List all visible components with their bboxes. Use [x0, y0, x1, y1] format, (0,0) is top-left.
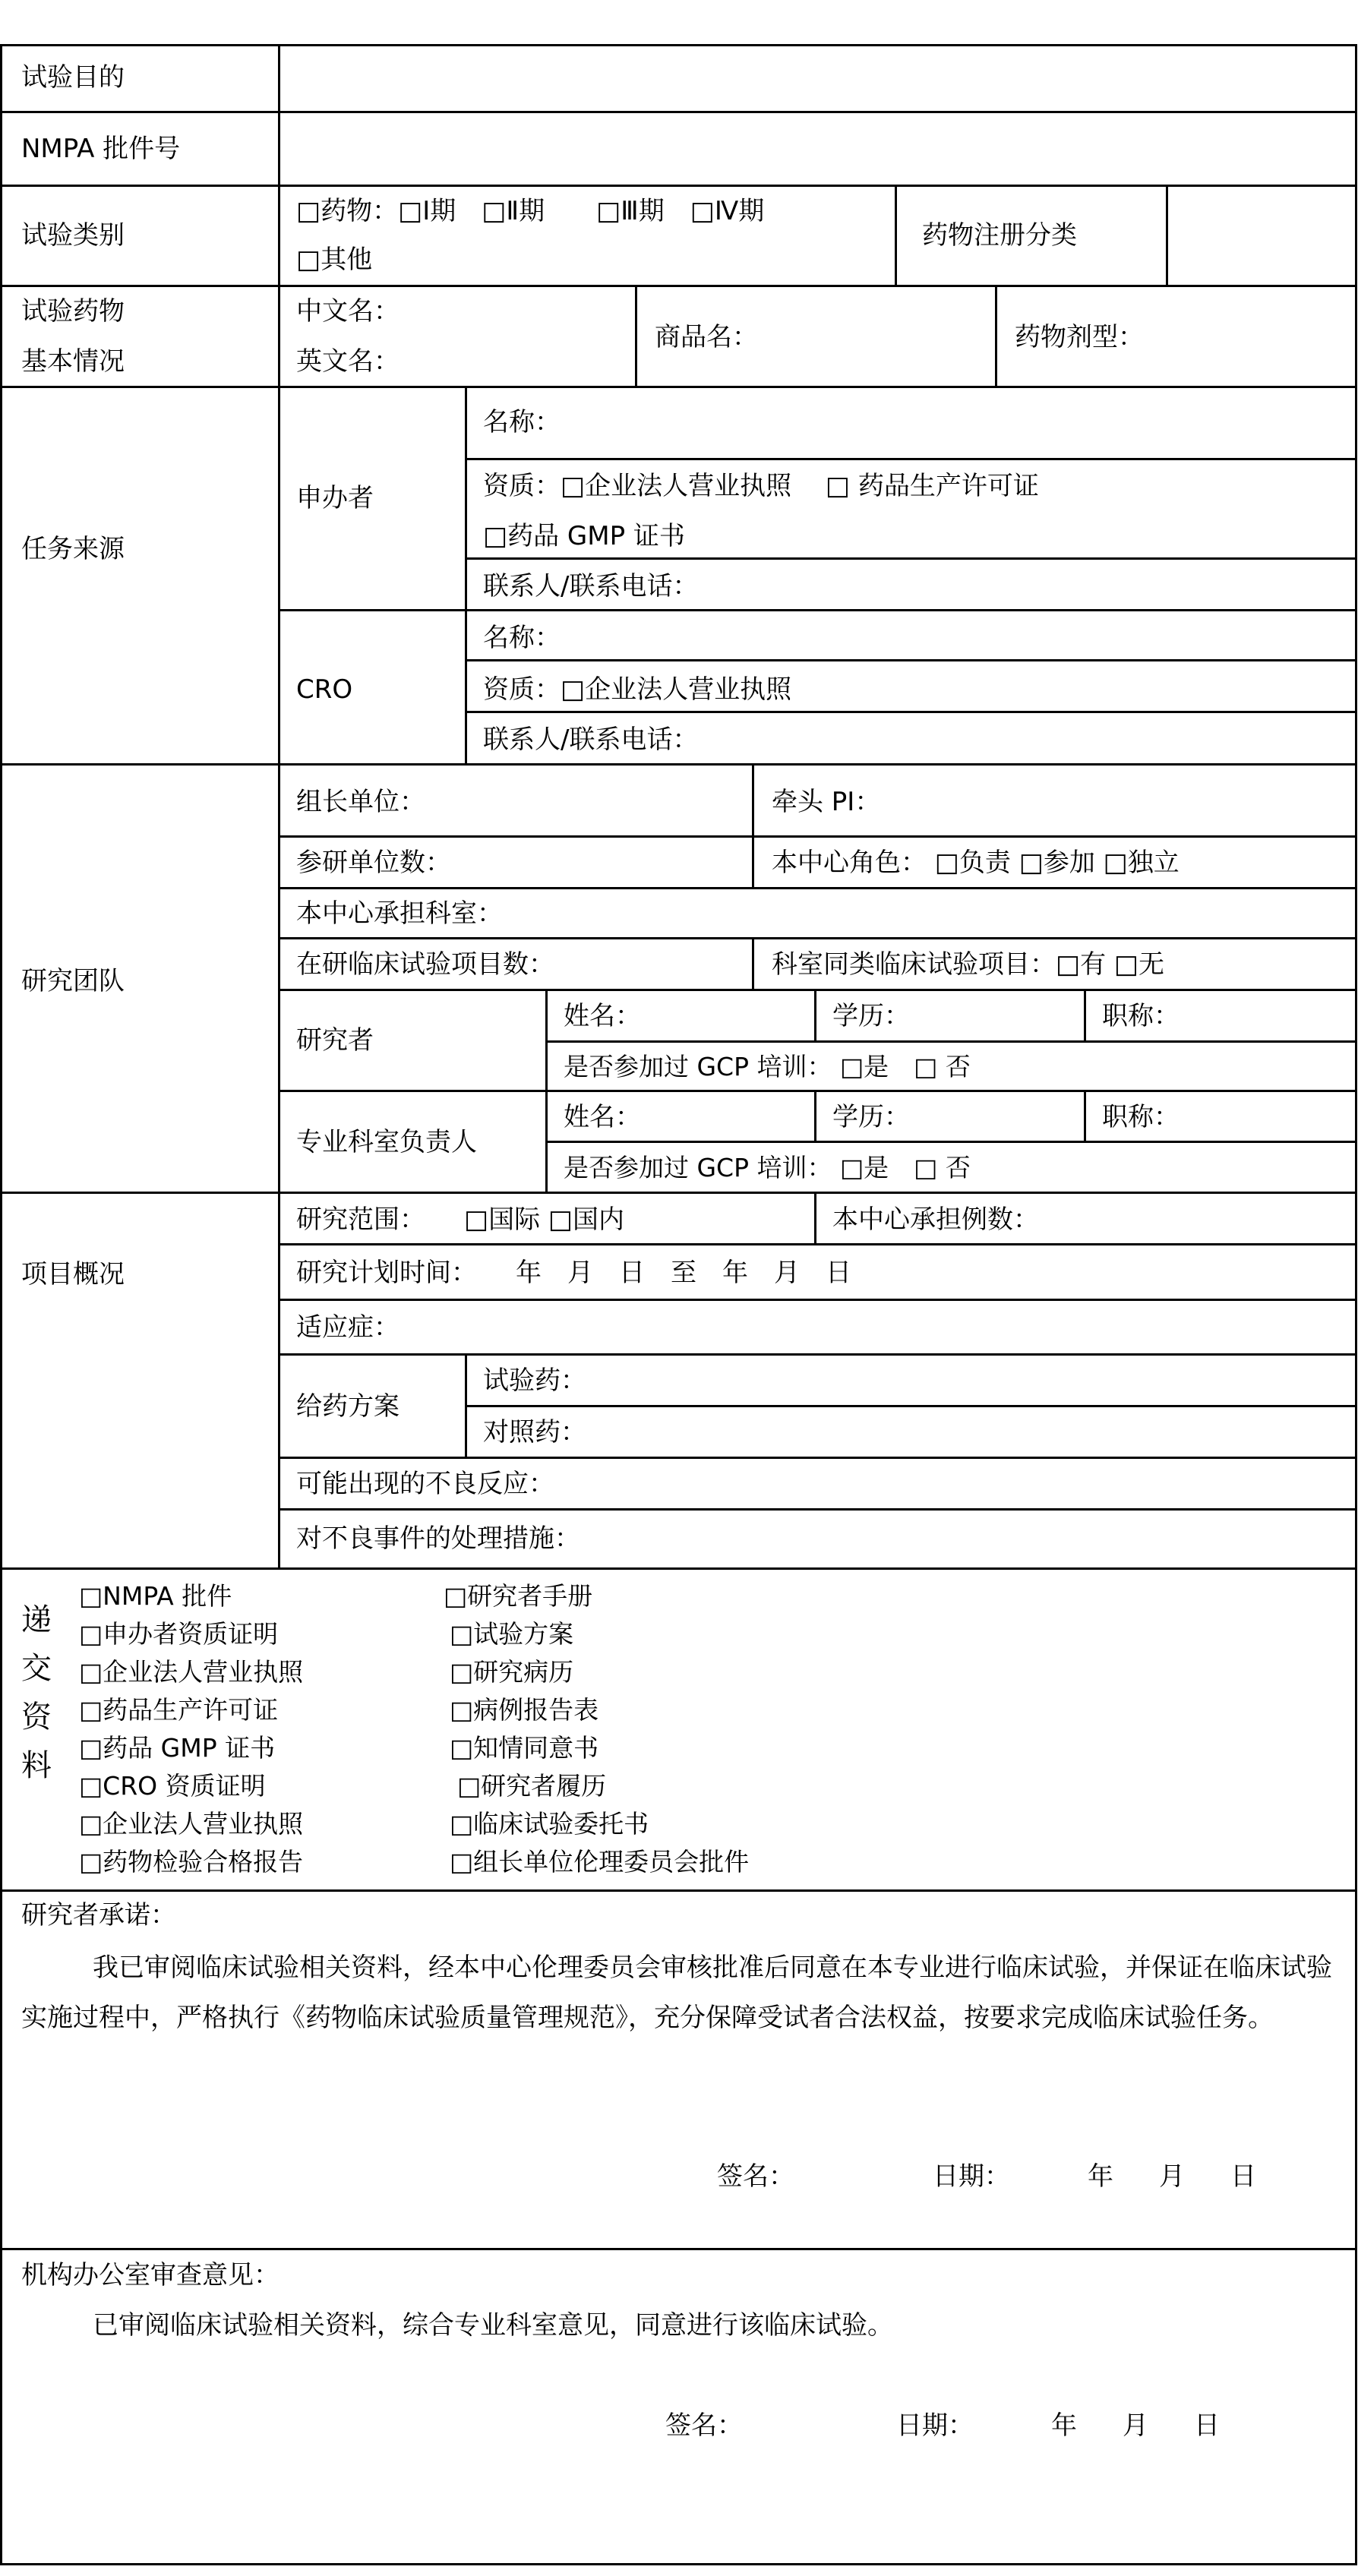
leader-unit-field: 组长单位：	[296, 787, 425, 817]
researcher-gcp-options[interactable]: 是否参加过 GCP 培训： □是 □ 否	[564, 1052, 971, 1081]
project-overview-label: 项目概况	[21, 1259, 125, 1290]
submission-label-char: 资	[21, 1700, 52, 1735]
date-month: 月	[1123, 2410, 1148, 2441]
cro-contact-field: 联系人/联系电话：	[483, 724, 699, 755]
adverse-event-measures-field: 对不良事件的处理措施：	[296, 1523, 580, 1554]
submission-item[interactable]: □NMPA 批件	[79, 1581, 232, 1611]
date-day: 日	[1230, 2161, 1256, 2192]
department-field: 本中心承担科室：	[296, 898, 503, 929]
research-plan-time: 研究计划时间： 年 月 日 至 年 月 日	[296, 1258, 851, 1288]
office-review-text: 已审阅临床试验相关资料，综合专业科室意见，同意进行该临床试验。	[93, 2310, 893, 2341]
sponsor-name-field: 名称：	[483, 407, 561, 437]
trade-name-field: 商品名：	[655, 322, 758, 352]
commitment-title: 研究者承诺：	[21, 1900, 176, 1930]
research-team-label: 研究团队	[21, 966, 125, 996]
submission-item[interactable]: □药品生产许可证	[79, 1695, 279, 1725]
commitment-text: 我已审阅临床试验相关资料，经本中心伦理委员会审核批准后同意在本专业进行临床试验，并保证在临床试验实施过程中，严格执行《药物临床试验质量管理规范》，充分保障受试者合法权益，按要求完成临床试验任务。	[21, 1953, 1332, 2033]
sponsor-label: 申办者	[296, 483, 374, 513]
submission-item[interactable]: □申办者资质证明	[79, 1619, 279, 1649]
english-name-field: 英文名：	[296, 346, 400, 377]
adverse-reactions-field: 可能出现的不良反应：	[296, 1469, 554, 1499]
unit-count-field: 参研单位数：	[296, 848, 451, 878]
submission-item[interactable]: □药品 GMP 证书	[79, 1733, 276, 1763]
researcher-label: 研究者	[296, 1025, 374, 1056]
researcher-title-field: 职称：	[1102, 1001, 1180, 1031]
sponsor-gmp-certificate[interactable]: □药品 GMP 证书	[483, 521, 685, 551]
chinese-name-field: 中文名：	[296, 296, 400, 327]
center-role-options[interactable]: 本中心角色： □负责 □参加 □独立	[772, 848, 1180, 878]
indication-field: 适应症：	[296, 1312, 400, 1343]
submission-item[interactable]: □CRO 资质证明	[79, 1771, 266, 1801]
researcher-education-field: 学历：	[832, 1001, 910, 1031]
date-day: 日	[1194, 2410, 1220, 2441]
case-count-field: 本中心承担例数：	[832, 1204, 1039, 1235]
cro-name-field: 名称：	[483, 623, 561, 653]
test-drug-field: 试验药：	[483, 1365, 586, 1396]
registration-class-label: 药物注册分类	[922, 220, 1077, 251]
drug-info-label-1: 试验药物	[21, 296, 125, 327]
nmpa-label: NMPA 批件号	[21, 134, 181, 164]
signature-label: 签名：	[665, 2410, 743, 2441]
purpose-label: 试验目的	[21, 62, 125, 93]
research-scope-options[interactable]: 研究范围： □国际 □国内	[296, 1204, 625, 1235]
submission-item[interactable]: □组长单位伦理委员会批件	[450, 1847, 750, 1877]
date-year: 年	[1088, 2161, 1113, 2192]
dept-head-education-field: 学历：	[832, 1102, 910, 1132]
office-review-title: 机构办公室审查意见：	[21, 2260, 279, 2290]
dept-head-label: 专业科室负责人	[296, 1127, 477, 1157]
submission-label-char: 交	[21, 1651, 52, 1686]
submission-item[interactable]: □药物检验合格报告	[79, 1847, 304, 1877]
submission-item[interactable]: □病例报告表	[450, 1695, 599, 1725]
submission-item[interactable]: □研究者履历	[457, 1771, 607, 1801]
drug-info-label-2: 基本情况	[21, 346, 125, 377]
date-month: 月	[1159, 2161, 1185, 2192]
dosing-plan-label: 给药方案	[296, 1391, 400, 1422]
date-label: 日期：	[933, 2161, 1010, 2192]
ongoing-trials-field: 在研临床试验项目数：	[296, 949, 554, 980]
sponsor-qualification[interactable]: 资质：□企业法人营业执照 □ 药品生产许可证	[483, 471, 1039, 501]
date-year: 年	[1051, 2410, 1077, 2441]
submission-item[interactable]: □企业法人营业执照	[79, 1809, 304, 1839]
submission-label-char: 料	[21, 1748, 52, 1783]
submission-item[interactable]: □研究者手册	[444, 1581, 593, 1611]
sponsor-contact-field: 联系人/联系电话：	[483, 571, 699, 601]
category-other[interactable]: □其他	[296, 245, 373, 275]
submission-item[interactable]: □知情同意书	[450, 1733, 599, 1763]
dept-head-title-field: 职称：	[1102, 1102, 1180, 1132]
category-label: 试验类别	[21, 220, 125, 251]
signature-label: 签名：	[717, 2161, 794, 2192]
submission-label-char: 递	[21, 1602, 52, 1637]
category-drug-phases[interactable]: □药物：□Ⅰ期 □Ⅱ期 □Ⅲ期 □Ⅳ期	[296, 196, 765, 226]
submission-item[interactable]: □临床试验委托书	[450, 1809, 649, 1839]
dept-head-name-field: 姓名：	[564, 1102, 641, 1132]
cro-label: CRO	[296, 674, 353, 705]
dosage-form-field: 药物剂型：	[1015, 322, 1144, 352]
control-drug-field: 对照药：	[483, 1417, 586, 1447]
submission-item[interactable]: □研究病历	[450, 1657, 574, 1687]
submission-item[interactable]: □企业法人营业执照	[79, 1657, 304, 1687]
submission-item[interactable]: □试验方案	[450, 1619, 574, 1649]
researcher-name-field: 姓名：	[564, 1001, 641, 1031]
date-label: 日期：	[896, 2410, 974, 2441]
cro-qualification[interactable]: 资质：□企业法人营业执照	[483, 674, 792, 705]
dept-head-gcp-options[interactable]: 是否参加过 GCP 培训： □是 □ 否	[564, 1153, 971, 1182]
similar-trials-options[interactable]: 科室同类临床试验项目：□有 □无	[772, 949, 1165, 980]
lead-pi-field: 牵头 PI：	[772, 787, 881, 817]
task-source-label: 任务来源	[21, 534, 125, 564]
